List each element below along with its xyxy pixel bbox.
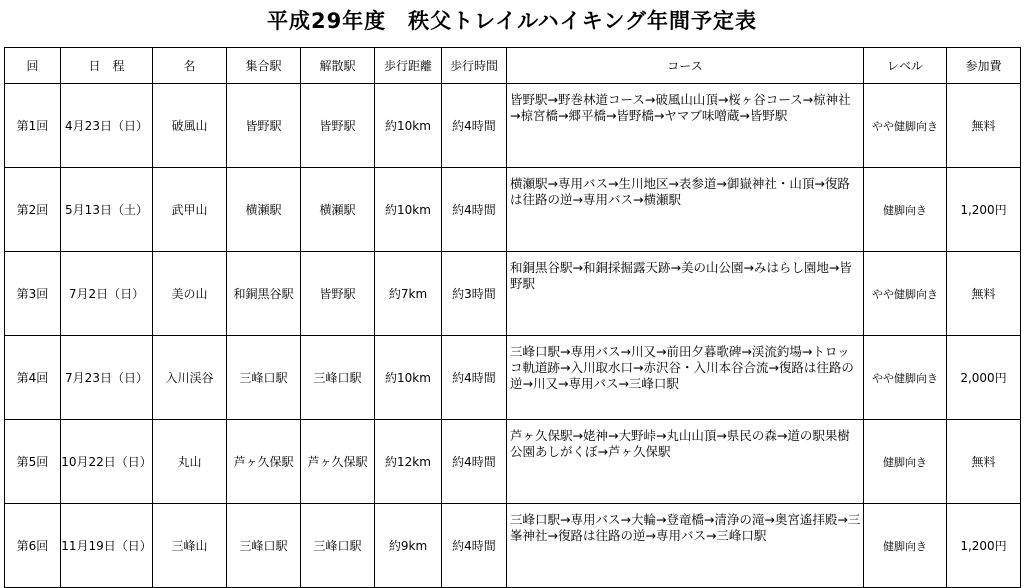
header-date: 日 程: [61, 48, 153, 84]
cell-end-station: 三峰口駅: [301, 336, 375, 420]
header-time: 歩行時間: [442, 48, 507, 84]
cell-name: 破風山: [153, 84, 227, 168]
cell-course: 三峰口駅→専用バス→大輪→登竜橋→清浄の滝→奥宮遙拝殿→三峯神社→復路は往路の逆→専用バス→三峰口駅: [507, 504, 864, 588]
header-course: コース: [507, 48, 864, 84]
cell-date: 7月23日（日）: [61, 336, 153, 420]
cell-no: 第2回: [5, 168, 61, 252]
header-meet-station: 集合駅: [227, 48, 301, 84]
header-no: 回: [5, 48, 61, 84]
cell-no: 第4回: [5, 336, 61, 420]
cell-time: 約4時間: [442, 84, 507, 168]
cell-meet-station: 横瀬駅: [227, 168, 301, 252]
cell-fee: 1,200円: [947, 168, 1021, 252]
cell-no: 第6回: [5, 504, 61, 588]
cell-distance: 約7km: [375, 252, 442, 336]
cell-date: 5月13日（土）: [61, 168, 153, 252]
cell-fee: 無料: [947, 420, 1021, 504]
cell-meet-station: 三峰口駅: [227, 504, 301, 588]
cell-meet-station: 皆野駅: [227, 84, 301, 168]
table-header-row: [5, 48, 1021, 84]
header-distance: 歩行距離: [375, 48, 442, 84]
cell-end-station: 横瀬駅: [301, 168, 375, 252]
cell-end-station: 三峰口駅: [301, 504, 375, 588]
header-fee: 参加費: [947, 48, 1021, 84]
cell-time: 約4時間: [442, 168, 507, 252]
table-row: [5, 84, 1021, 168]
cell-time: 約4時間: [442, 420, 507, 504]
cell-time: 約4時間: [442, 504, 507, 588]
page-title: 平成29年度 秩父トレイルハイキング年間予定表: [266, 9, 758, 33]
cell-meet-station: 三峰口駅: [227, 336, 301, 420]
cell-level: やや健脚向き: [864, 84, 947, 168]
cell-name: 入川渓谷: [153, 336, 227, 420]
cell-fee: 無料: [947, 84, 1021, 168]
cell-name: 三峰山: [153, 504, 227, 588]
cell-date: 11月19日（日）: [61, 504, 153, 588]
cell-date: 4月23日（日）: [61, 84, 153, 168]
cell-distance: 約10km: [375, 336, 442, 420]
cell-name: 美の山: [153, 252, 227, 336]
header-name: 名: [153, 48, 227, 84]
cell-level: 健脚向き: [864, 504, 947, 588]
cell-distance: 約10km: [375, 168, 442, 252]
table-row: [5, 252, 1021, 336]
cell-no: 第3回: [5, 252, 61, 336]
cell-fee: 2,000円: [947, 336, 1021, 420]
table-row: [5, 168, 1021, 252]
cell-date: 10月22日（日）: [61, 420, 153, 504]
cell-course: 和銅黒谷駅→和銅採掘露天跡→美の山公園→みはらし園地→皆野駅: [507, 252, 864, 336]
table-row: [5, 420, 1021, 504]
header-level: レベル: [864, 48, 947, 84]
cell-course: 芦ヶ久保駅→姥神→大野峠→丸山山頂→県民の森→道の駅果樹公園あしがくぼ→芦ヶ久保駅: [507, 420, 864, 504]
cell-level: やや健脚向き: [864, 252, 947, 336]
cell-time: 約4時間: [442, 336, 507, 420]
cell-course: 三峰口駅→専用バス→川又→前田夕暮歌碑→渓流釣場→トロッコ軌道跡→入川取水口→赤沢谷・入川本谷合流→復路は往路の逆→川又→専用バス→三峰口駅: [507, 336, 864, 420]
cell-fee: 無料: [947, 252, 1021, 336]
cell-name: 武甲山: [153, 168, 227, 252]
header-end-station: 解散駅: [301, 48, 375, 84]
cell-course: 皆野駅→野巻林道コース→破風山山頂→桜ヶ谷コース→椋神社→椋宮橋→郷平橋→皆野橋→ヤマブ味噌蔵→皆野駅: [507, 84, 864, 168]
cell-meet-station: 芦ヶ久保駅: [227, 420, 301, 504]
cell-level: 健脚向き: [864, 420, 947, 504]
table-row: [5, 504, 1021, 588]
cell-distance: 約9km: [375, 504, 442, 588]
cell-end-station: 芦ヶ久保駅: [301, 420, 375, 504]
cell-fee: 1,200円: [947, 504, 1021, 588]
cell-no: 第1回: [5, 84, 61, 168]
cell-meet-station: 和銅黒谷駅: [227, 252, 301, 336]
cell-distance: 約10km: [375, 84, 442, 168]
schedule-table: [4, 47, 1021, 588]
cell-date: 7月2日（日）: [61, 252, 153, 336]
cell-level: 健脚向き: [864, 168, 947, 252]
cell-distance: 約12km: [375, 420, 442, 504]
cell-no: 第5回: [5, 420, 61, 504]
cell-course: 横瀬駅→専用バス→生川地区→表参道→御嶽神社・山頂→復路は往路の逆→専用バス→横瀬駅: [507, 168, 864, 252]
cell-name: 丸山: [153, 420, 227, 504]
table-row: [5, 336, 1021, 420]
cell-end-station: 皆野駅: [301, 252, 375, 336]
cell-level: やや健脚向き: [864, 336, 947, 420]
cell-time: 約3時間: [442, 252, 507, 336]
cell-end-station: 皆野駅: [301, 84, 375, 168]
